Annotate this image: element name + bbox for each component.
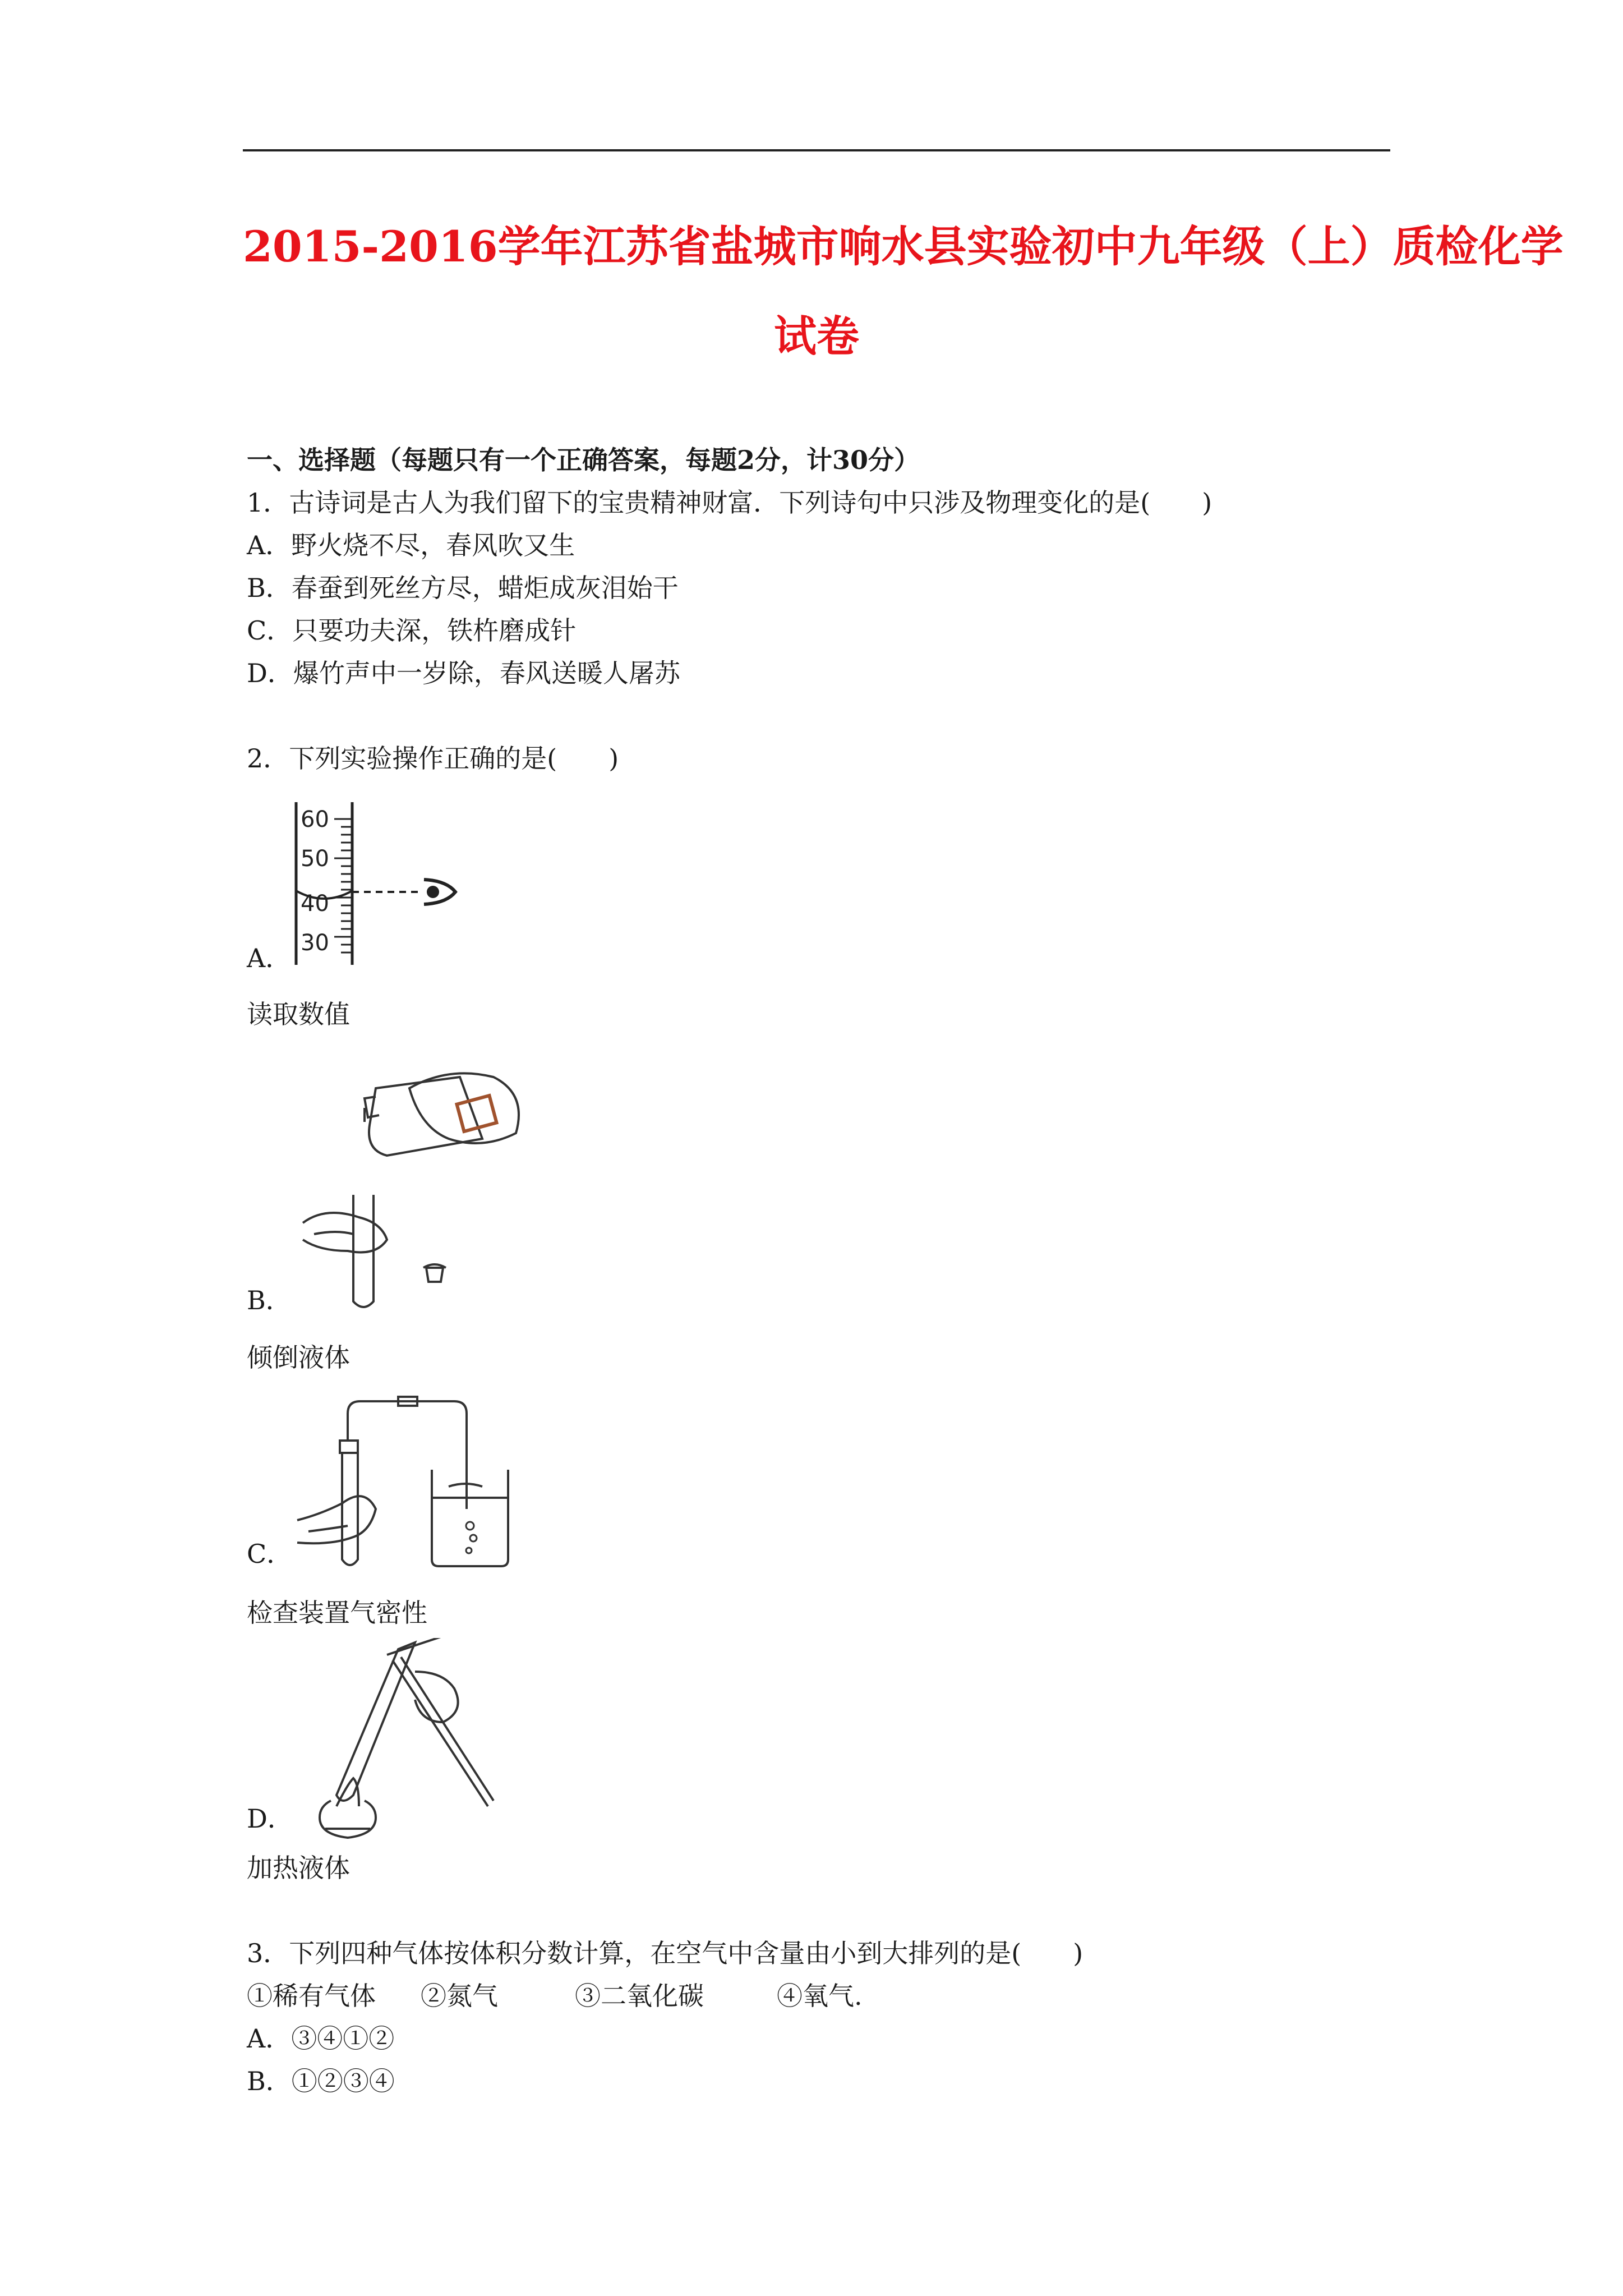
question-2-option-b-caption: 倾倒液体 — [247, 1342, 350, 1373]
cylinder-tick-30: 30 — [301, 930, 329, 956]
heating-liquid-figure — [286, 1638, 510, 1851]
cylinder-tick-60: 60 — [301, 807, 329, 832]
question-2-stem: 2．下列实验操作正确的是( ) — [247, 743, 619, 774]
airtightness-check-figure — [286, 1391, 533, 1576]
question-1-option-c: C．只要功夫深，铁杵磨成针 — [247, 615, 577, 646]
page-title-line2: 试卷 — [774, 311, 859, 361]
question-2-option-d-caption: 加热液体 — [247, 1853, 350, 1883]
question-1-option-a: A．野火烧不尽，春风吹又生 — [247, 530, 575, 560]
section-heading: 一、选择题（每题只有一个正确答案，每题2分，计30分） — [247, 445, 920, 475]
graduated-cylinder-figure — [286, 797, 465, 976]
question-3-item-4: ④氧气. — [777, 1981, 863, 2011]
question-2-option-a-letter: A． — [247, 943, 292, 973]
question-1-stem: 1．古诗词是古人为我们留下的宝贵精神财富．下列诗句中只涉及物理变化的是( ) — [247, 487, 1212, 518]
question-3-stem: 3．下列四种气体按体积分数计算，在空气中含量由小到大排列的是( ) — [247, 1938, 1083, 1968]
eye-icon — [424, 880, 455, 904]
cylinder-tick-40: 40 — [301, 891, 329, 917]
question-3-option-b: B．①②③④ — [247, 2066, 395, 2096]
question-2-option-d-letter: D． — [247, 1803, 293, 1834]
question-1-option-b: B．春蚕到死丝方尽，蜡炬成灰泪始干 — [247, 573, 679, 603]
question-3-item-3: ③二氧化碳 — [575, 1981, 704, 2011]
question-2-option-a-caption: 读取数值 — [247, 999, 350, 1029]
pouring-liquid-figure — [280, 1055, 538, 1318]
question-3-item-1: ①稀有气体 — [247, 1981, 376, 2011]
page-title: 2015-2016学年江苏省盐城市响水县实验初中九年级（上）质检化学 — [243, 222, 1564, 272]
header-rule — [243, 149, 1390, 151]
question-1-option-d: D．爆竹声中一岁除，春风送暖人屠苏 — [247, 658, 680, 688]
question-2-option-c-caption: 检查装置气密性 — [247, 1598, 427, 1628]
cylinder-tick-50: 50 — [301, 846, 329, 872]
question-3-option-a: A．③④①② — [247, 2023, 395, 2054]
question-2-option-b-letter: B． — [247, 1285, 292, 1315]
question-2-option-c-letter: C． — [247, 1539, 293, 1569]
question-3-item-2: ②氮气 — [421, 1981, 498, 2011]
